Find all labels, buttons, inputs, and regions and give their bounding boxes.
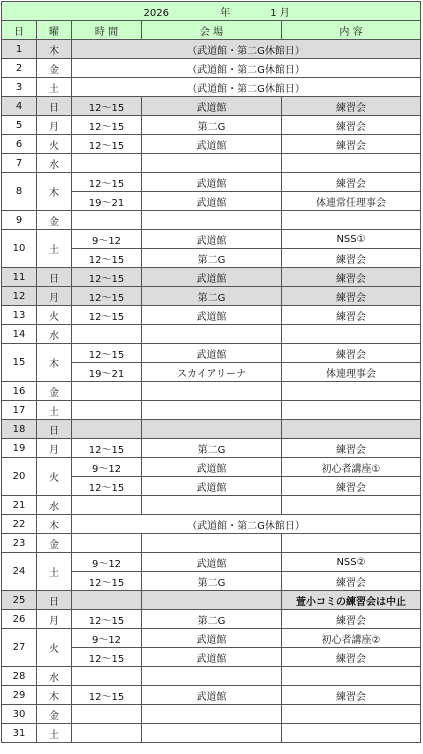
day-number: 6 (2, 135, 37, 154)
event-time: 12～15 (72, 287, 142, 306)
day-number: 13 (2, 306, 37, 325)
day-number: 18 (2, 420, 37, 439)
weekday: 日 (37, 420, 72, 439)
event-content: 練習会 (282, 249, 421, 268)
year-unit-label: 年 (220, 7, 231, 19)
event-time (72, 591, 142, 610)
weekday: 木 (37, 515, 72, 534)
event-content: NSS① (282, 230, 421, 249)
event-content: 練習会 (282, 287, 421, 306)
weekday: 火 (37, 135, 72, 154)
schedule-row (2, 382, 421, 401)
day-number: 24 (2, 553, 37, 591)
closure-note: （武道館・第二G休館日） (72, 515, 421, 534)
event-venue: 武道館 (142, 173, 282, 192)
day-number: 20 (2, 458, 37, 496)
day-number: 31 (2, 724, 37, 743)
schedule-row (2, 534, 421, 553)
event-venue: 武道館 (142, 686, 282, 705)
event-time (72, 534, 142, 553)
schedule-row (2, 154, 421, 173)
weekday: 木 (37, 173, 72, 211)
event-venue: 武道館 (142, 230, 282, 249)
event-venue (142, 325, 282, 344)
event-venue (142, 591, 282, 610)
weekday: 水 (37, 154, 72, 173)
col-header-venue: 会 場 (142, 21, 282, 40)
schedule-row (2, 173, 421, 192)
day-number: 8 (2, 173, 37, 211)
day-number: 17 (2, 401, 37, 420)
event-venue (142, 382, 282, 401)
weekday: 水 (37, 325, 72, 344)
event-venue: 武道館 (142, 458, 282, 477)
title-row (2, 2, 421, 21)
closure-note: （武道館・第二G休館日） (72, 78, 421, 97)
weekday: 月 (37, 439, 72, 458)
event-time: 12～15 (72, 477, 142, 496)
day-number: 3 (2, 78, 37, 97)
schedule-row (2, 686, 421, 705)
event-content (282, 705, 421, 724)
year-label: 2026 (143, 7, 169, 19)
event-content (282, 496, 421, 515)
event-venue (142, 154, 282, 173)
event-content (282, 154, 421, 173)
event-venue: 武道館 (142, 344, 282, 363)
weekday: 土 (37, 553, 72, 591)
event-venue (142, 534, 282, 553)
event-venue: 第二G (142, 249, 282, 268)
schedule-row (2, 439, 421, 458)
event-content (282, 724, 421, 743)
event-time: 12～15 (72, 439, 142, 458)
event-content (282, 401, 421, 420)
event-content: 初心者講座② (282, 629, 421, 648)
event-time: 9～12 (72, 553, 142, 572)
schedule-row (2, 135, 421, 154)
schedule-row (2, 705, 421, 724)
col-header-weekday: 曜 (37, 21, 72, 40)
event-time: 12～15 (72, 572, 142, 591)
weekday: 火 (37, 458, 72, 496)
weekday: 水 (37, 667, 72, 686)
event-venue: 武道館 (142, 97, 282, 116)
day-number: 29 (2, 686, 37, 705)
weekday: 金 (37, 59, 72, 78)
event-time: 12～15 (72, 249, 142, 268)
day-number: 16 (2, 382, 37, 401)
event-time: 9～12 (72, 230, 142, 249)
event-content: NSS② (282, 553, 421, 572)
weekday: 土 (37, 78, 72, 97)
day-number: 10 (2, 230, 37, 268)
weekday: 木 (37, 686, 72, 705)
schedule-row (2, 344, 421, 363)
event-time: 12～15 (72, 173, 142, 192)
event-content: 練習会 (282, 610, 421, 629)
weekday: 土 (37, 724, 72, 743)
event-time: 12～15 (72, 306, 142, 325)
day-number: 25 (2, 591, 37, 610)
weekday: 日 (37, 268, 72, 287)
event-time: 12～15 (72, 116, 142, 135)
col-header-time: 時 間 (72, 21, 142, 40)
event-content: 練習会 (282, 572, 421, 591)
event-venue: 第二G (142, 287, 282, 306)
event-time (72, 667, 142, 686)
event-venue: 第二G (142, 116, 282, 135)
event-venue (142, 705, 282, 724)
event-time: 19～21 (72, 363, 142, 382)
day-number: 4 (2, 97, 37, 116)
event-time: 12～15 (72, 686, 142, 705)
schedule-row (2, 401, 421, 420)
day-number: 11 (2, 268, 37, 287)
event-content (282, 382, 421, 401)
col-header-day: 日 (2, 21, 37, 40)
weekday: 金 (37, 705, 72, 724)
event-time: 12～15 (72, 97, 142, 116)
event-content: 練習会 (282, 477, 421, 496)
schedule-row (2, 591, 421, 610)
event-time (72, 382, 142, 401)
event-time: 9～12 (72, 629, 142, 648)
event-time (72, 705, 142, 724)
event-venue (142, 420, 282, 439)
event-time (72, 325, 142, 344)
event-content: 練習会 (282, 686, 421, 705)
schedule-row (2, 420, 421, 439)
weekday: 水 (37, 496, 72, 515)
schedule-row (2, 553, 421, 572)
event-time: 9～12 (72, 458, 142, 477)
event-venue: 武道館 (142, 629, 282, 648)
event-venue: 武道館 (142, 477, 282, 496)
day-number: 1 (2, 40, 37, 59)
schedule-row (2, 268, 421, 287)
weekday: 月 (37, 287, 72, 306)
event-time: 12～15 (72, 648, 142, 667)
schedule-row (2, 306, 421, 325)
day-number: 21 (2, 496, 37, 515)
day-number: 28 (2, 667, 37, 686)
event-time: 12～15 (72, 135, 142, 154)
schedule-body (2, 2, 421, 743)
weekday: 火 (37, 629, 72, 667)
event-venue: 第二G (142, 610, 282, 629)
event-venue (142, 211, 282, 230)
day-number: 9 (2, 211, 37, 230)
schedule-row (2, 78, 421, 97)
schedule-row (2, 287, 421, 306)
month-label: 1 月 (270, 7, 290, 19)
weekday: 日 (37, 97, 72, 116)
column-header-row (2, 21, 421, 40)
event-venue (142, 496, 282, 515)
event-content (282, 211, 421, 230)
event-venue: 武道館 (142, 268, 282, 287)
event-content: 練習会 (282, 344, 421, 363)
event-venue: 武道館 (142, 135, 282, 154)
day-number: 19 (2, 439, 37, 458)
event-content: 練習会 (282, 306, 421, 325)
event-content: 練習会 (282, 116, 421, 135)
schedule-row (2, 458, 421, 477)
weekday: 金 (37, 211, 72, 230)
schedule-row (2, 40, 421, 59)
event-time (72, 211, 142, 230)
day-number: 27 (2, 629, 37, 667)
closure-note: （武道館・第二G休館日） (72, 59, 421, 78)
day-number: 15 (2, 344, 37, 382)
event-content: 体連理事会 (282, 363, 421, 382)
event-content: 練習会 (282, 439, 421, 458)
event-content: 練習会 (282, 135, 421, 154)
event-content: 練習会 (282, 648, 421, 667)
day-number: 26 (2, 610, 37, 629)
day-number: 23 (2, 534, 37, 553)
event-time (72, 420, 142, 439)
event-time (72, 401, 142, 420)
calendar-title (2, 2, 421, 21)
event-time (72, 724, 142, 743)
day-number: 7 (2, 154, 37, 173)
event-time: 12～15 (72, 268, 142, 287)
event-time: 12～15 (72, 344, 142, 363)
event-venue: 武道館 (142, 648, 282, 667)
weekday: 金 (37, 382, 72, 401)
event-content: 練習会 (282, 173, 421, 192)
weekday: 日 (37, 591, 72, 610)
day-number: 30 (2, 705, 37, 724)
event-time (72, 154, 142, 173)
day-number: 22 (2, 515, 37, 534)
event-time: 19～21 (72, 192, 142, 211)
schedule-row (2, 496, 421, 515)
event-content (282, 667, 421, 686)
event-venue: 第二G (142, 572, 282, 591)
day-number: 2 (2, 59, 37, 78)
weekday: 月 (37, 610, 72, 629)
schedule-row (2, 325, 421, 344)
event-venue: 武道館 (142, 553, 282, 572)
event-content (282, 325, 421, 344)
schedule-row (2, 230, 421, 249)
day-number: 5 (2, 116, 37, 135)
weekday: 木 (37, 40, 72, 59)
weekday: 金 (37, 534, 72, 553)
event-venue (142, 667, 282, 686)
day-number: 14 (2, 325, 37, 344)
weekday: 火 (37, 306, 72, 325)
schedule-row (2, 97, 421, 116)
weekday: 土 (37, 401, 72, 420)
closure-note: （武道館・第二G休館日） (72, 40, 421, 59)
schedule-row (2, 116, 421, 135)
event-content: 初心者講座① (282, 458, 421, 477)
event-venue (142, 401, 282, 420)
schedule-row (2, 667, 421, 686)
col-header-content: 内 容 (282, 21, 421, 40)
day-number: 12 (2, 287, 37, 306)
event-venue (142, 724, 282, 743)
schedule-table (1, 1, 421, 743)
event-venue: スカイアリーナ (142, 363, 282, 382)
event-content: 萱小コミの練習会は中止 (282, 591, 421, 610)
event-venue: 武道館 (142, 306, 282, 325)
schedule-row (2, 629, 421, 648)
weekday: 土 (37, 230, 72, 268)
weekday: 月 (37, 116, 72, 135)
weekday: 木 (37, 344, 72, 382)
schedule-row (2, 515, 421, 534)
schedule-row (2, 724, 421, 743)
event-time: 12～15 (72, 610, 142, 629)
schedule-row (2, 211, 421, 230)
event-content (282, 534, 421, 553)
event-venue: 第二G (142, 439, 282, 458)
event-time (72, 496, 142, 515)
event-content: 練習会 (282, 97, 421, 116)
event-content (282, 420, 421, 439)
event-content: 練習会 (282, 268, 421, 287)
schedule-row (2, 59, 421, 78)
schedule-row (2, 610, 421, 629)
event-content: 体連常任理事会 (282, 192, 421, 211)
event-venue: 武道館 (142, 192, 282, 211)
